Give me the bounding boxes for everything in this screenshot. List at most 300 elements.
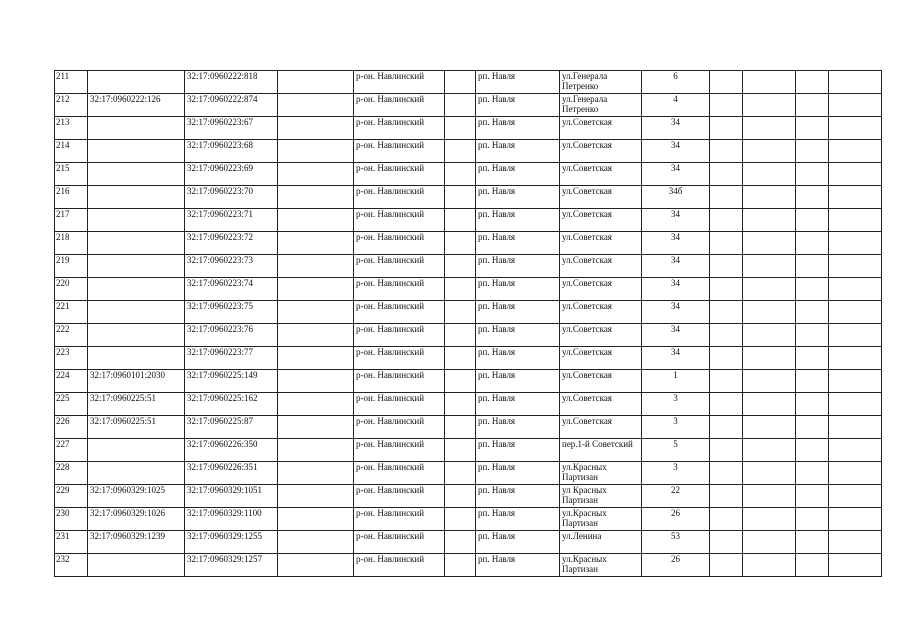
empty-cell [796,531,829,554]
empty-cell [710,301,743,324]
empty-cell [796,554,829,577]
table-row [55,301,882,324]
district-cell: р-он. Навлинский [354,508,445,531]
house-number-cell: 34 [642,324,710,347]
street-cell: ул.Красных Партизан [560,508,642,531]
parent-cadastral-number-cell [88,255,185,278]
district-cell: р-он. Навлинский [354,117,445,140]
cadastral-number-cell: 32:17:0960329:1257 [185,554,278,577]
empty-cell [445,232,476,255]
settlement-cell: рп. Навля [476,209,560,232]
empty-cell [796,232,829,255]
district-cell: р-он. Навлинский [354,71,445,94]
street-cell: ул.Советская [560,370,642,393]
cadastral-number-cell: 32:17:0960223:67 [185,117,278,140]
row-number-cell: 224 [55,370,88,393]
settlement-cell: рп. Навля [476,278,560,301]
table-row [55,462,882,485]
empty-cell [710,278,743,301]
parent-cadastral-number-cell [88,163,185,186]
street-cell: ул.Красных Партизан [560,554,642,577]
empty-cell [743,324,796,347]
cadastral-number-cell: 32:17:0960329:1100 [185,508,278,531]
house-number-cell: 22 [642,485,710,508]
empty-cell [829,531,882,554]
empty-cell [278,117,354,140]
street-cell: ул.Советская [560,186,642,209]
table-row [55,531,882,554]
empty-cell [743,370,796,393]
empty-cell [743,485,796,508]
empty-cell [278,232,354,255]
empty-cell [796,439,829,462]
empty-cell [710,554,743,577]
table-row [55,347,882,370]
empty-cell [743,94,796,117]
house-number-cell: 3 [642,416,710,439]
empty-cell [278,94,354,117]
parent-cadastral-number-cell: 32:17:0960225:51 [88,416,185,439]
empty-cell [445,439,476,462]
settlement-cell: рп. Навля [476,439,560,462]
district-cell: р-он. Навлинский [354,554,445,577]
empty-cell [829,278,882,301]
cadastral-number-cell: 32:17:0960223:76 [185,324,278,347]
settlement-cell: рп. Навля [476,324,560,347]
row-number-cell: 215 [55,163,88,186]
street-cell: ул.Советская [560,347,642,370]
empty-cell [829,554,882,577]
row-number-cell: 212 [55,94,88,117]
table-row [55,439,882,462]
parent-cadastral-number-cell [88,462,185,485]
house-number-cell: 6 [642,71,710,94]
table-row [55,71,882,94]
empty-cell [743,117,796,140]
empty-cell [710,508,743,531]
street-cell: ул Красных Партизан [560,485,642,508]
empty-cell [743,439,796,462]
empty-cell [829,140,882,163]
empty-cell [278,163,354,186]
cadastral-number-cell: 32:17:0960226:350 [185,439,278,462]
row-number-cell: 217 [55,209,88,232]
empty-cell [278,140,354,163]
district-cell: р-он. Навлинский [354,531,445,554]
street-cell: пер.1-й Советский [560,439,642,462]
settlement-cell: рп. Навля [476,347,560,370]
cadastral-number-cell: 32:17:0960223:71 [185,209,278,232]
empty-cell [445,255,476,278]
empty-cell [743,255,796,278]
table-row [55,393,882,416]
empty-cell [796,324,829,347]
empty-cell [829,324,882,347]
house-number-cell: 34 [642,255,710,278]
empty-cell [829,462,882,485]
cadastral-number-cell: 32:17:0960225:149 [185,370,278,393]
empty-cell [278,71,354,94]
empty-cell [278,485,354,508]
empty-cell [445,186,476,209]
empty-cell [743,416,796,439]
empty-cell [710,209,743,232]
settlement-cell: рп. Навля [476,232,560,255]
house-number-cell: 34 [642,278,710,301]
street-cell: ул.Советская [560,255,642,278]
row-number-cell: 218 [55,232,88,255]
empty-cell [796,117,829,140]
house-number-cell: 34 [642,209,710,232]
empty-cell [829,393,882,416]
cadastral-number-cell: 32:17:0960223:70 [185,186,278,209]
table-row [55,416,882,439]
table-row [55,140,882,163]
parent-cadastral-number-cell [88,347,185,370]
street-cell: ул.Советская [560,117,642,140]
table-row [55,278,882,301]
house-number-cell: 26 [642,508,710,531]
empty-cell [829,416,882,439]
empty-cell [710,186,743,209]
street-cell: ул.Советская [560,416,642,439]
empty-cell [796,393,829,416]
empty-cell [710,232,743,255]
parent-cadastral-number-cell [88,554,185,577]
parent-cadastral-number-cell: 32:17:0960329:1239 [88,531,185,554]
row-number-cell: 231 [55,531,88,554]
district-cell: р-он. Навлинский [354,416,445,439]
empty-cell [743,531,796,554]
street-cell: ул.Советская [560,393,642,416]
row-number-cell: 214 [55,140,88,163]
empty-cell [278,393,354,416]
settlement-cell: рп. Навля [476,393,560,416]
empty-cell [278,347,354,370]
empty-cell [796,347,829,370]
street-cell: ул.Советская [560,163,642,186]
empty-cell [710,531,743,554]
table-row [55,186,882,209]
street-cell: ул.Советская [560,301,642,324]
empty-cell [710,462,743,485]
empty-cell [829,117,882,140]
row-number-cell: 229 [55,485,88,508]
district-cell: р-он. Навлинский [354,278,445,301]
parent-cadastral-number-cell [88,278,185,301]
house-number-cell: 34 [642,301,710,324]
row-number-cell: 228 [55,462,88,485]
empty-cell [445,370,476,393]
empty-cell [796,485,829,508]
house-number-cell: 34 [642,117,710,140]
empty-cell [445,554,476,577]
empty-cell [445,416,476,439]
cadastral-number-cell: 32:17:0960329:1255 [185,531,278,554]
table-row [55,485,882,508]
cadastral-number-cell: 32:17:0960223:77 [185,347,278,370]
district-cell: р-он. Навлинский [354,186,445,209]
empty-cell [829,255,882,278]
street-cell: ул.Советская [560,278,642,301]
empty-cell [829,209,882,232]
settlement-cell: рп. Навля [476,301,560,324]
settlement-cell: рп. Навля [476,485,560,508]
empty-cell [743,393,796,416]
row-number-cell: 213 [55,117,88,140]
empty-cell [445,462,476,485]
house-number-cell: 53 [642,531,710,554]
empty-cell [278,209,354,232]
district-cell: р-он. Навлинский [354,301,445,324]
empty-cell [445,301,476,324]
settlement-cell: рп. Навля [476,508,560,531]
empty-cell [743,278,796,301]
row-number-cell: 232 [55,554,88,577]
row-number-cell: 211 [55,71,88,94]
empty-cell [710,71,743,94]
parent-cadastral-number-cell: 32:17:0960329:1025 [88,485,185,508]
empty-cell [796,209,829,232]
cadastral-number-cell: 32:17:0960223:68 [185,140,278,163]
settlement-cell: рп. Навля [476,71,560,94]
cadastral-number-cell: 32:17:0960223:69 [185,163,278,186]
house-number-cell: 3 [642,393,710,416]
district-cell: р-он. Навлинский [354,163,445,186]
empty-cell [445,531,476,554]
empty-cell [710,163,743,186]
empty-cell [445,209,476,232]
settlement-cell: рп. Навля [476,370,560,393]
parent-cadastral-number-cell: 32:17:0960222:126 [88,94,185,117]
empty-cell [710,393,743,416]
district-cell: р-он. Навлинский [354,439,445,462]
empty-cell [829,232,882,255]
empty-cell [829,94,882,117]
empty-cell [445,485,476,508]
empty-cell [710,485,743,508]
table-body [55,71,882,577]
district-cell: р-он. Навлинский [354,232,445,255]
district-cell: р-он. Навлинский [354,347,445,370]
row-number-cell: 216 [55,186,88,209]
empty-cell [796,255,829,278]
empty-cell [278,531,354,554]
empty-cell [796,163,829,186]
empty-cell [743,462,796,485]
district-cell: р-он. Навлинский [354,393,445,416]
parent-cadastral-number-cell: 32:17:0960101:2030 [88,370,185,393]
row-number-cell: 220 [55,278,88,301]
empty-cell [710,324,743,347]
parent-cadastral-number-cell [88,117,185,140]
empty-cell [278,324,354,347]
empty-cell [829,71,882,94]
empty-cell [829,508,882,531]
empty-cell [743,140,796,163]
empty-cell [829,370,882,393]
empty-cell [743,71,796,94]
empty-cell [796,278,829,301]
house-number-cell: 26 [642,554,710,577]
row-number-cell: 226 [55,416,88,439]
settlement-cell: рп. Навля [476,462,560,485]
table-row [55,209,882,232]
table-row [55,232,882,255]
empty-cell [829,439,882,462]
empty-cell [710,255,743,278]
cadastral-number-cell: 32:17:0960222:818 [185,71,278,94]
district-cell: р-он. Навлинский [354,485,445,508]
parent-cadastral-number-cell: 32:17:0960329:1026 [88,508,185,531]
cadastral-table [54,70,882,577]
house-number-cell: 34 [642,232,710,255]
empty-cell [278,508,354,531]
row-number-cell: 225 [55,393,88,416]
empty-cell [743,301,796,324]
empty-cell [278,554,354,577]
row-number-cell: 219 [55,255,88,278]
empty-cell [743,554,796,577]
empty-cell [278,301,354,324]
parent-cadastral-number-cell [88,209,185,232]
cadastral-number-cell: 32:17:0960226:351 [185,462,278,485]
empty-cell [445,117,476,140]
parent-cadastral-number-cell [88,324,185,347]
house-number-cell: 34 [642,347,710,370]
empty-cell [278,278,354,301]
street-cell: ул.Генерала Петренко [560,94,642,117]
cadastral-number-cell: 32:17:0960222:874 [185,94,278,117]
empty-cell [796,94,829,117]
settlement-cell: рп. Навля [476,140,560,163]
house-number-cell: 1 [642,370,710,393]
cadastral-number-cell: 32:17:0960223:75 [185,301,278,324]
settlement-cell: рп. Навля [476,255,560,278]
house-number-cell: 5 [642,439,710,462]
street-cell: ул.Ленина [560,531,642,554]
empty-cell [796,508,829,531]
cadastral-number-cell: 32:17:0960223:72 [185,232,278,255]
empty-cell [743,347,796,370]
empty-cell [278,462,354,485]
table-row [55,324,882,347]
table-row [55,508,882,531]
district-cell: р-он. Навлинский [354,462,445,485]
house-number-cell: 34 [642,163,710,186]
empty-cell [278,439,354,462]
empty-cell [796,301,829,324]
empty-cell [796,140,829,163]
street-cell: ул.Советская [560,140,642,163]
district-cell: р-он. Навлинский [354,94,445,117]
empty-cell [829,347,882,370]
empty-cell [796,186,829,209]
empty-cell [445,163,476,186]
street-cell: ул.Красных Партизан [560,462,642,485]
street-cell: ул.Советская [560,324,642,347]
cadastral-number-cell: 32:17:0960225:162 [185,393,278,416]
empty-cell [796,370,829,393]
empty-cell [445,71,476,94]
empty-cell [278,186,354,209]
empty-cell [743,186,796,209]
empty-cell [710,94,743,117]
table-row [55,370,882,393]
empty-cell [445,347,476,370]
table-row [55,163,882,186]
table-row [55,554,882,577]
empty-cell [710,117,743,140]
settlement-cell: рп. Навля [476,416,560,439]
table-row [55,255,882,278]
parent-cadastral-number-cell [88,439,185,462]
empty-cell [796,416,829,439]
empty-cell [445,324,476,347]
settlement-cell: рп. Навля [476,531,560,554]
empty-cell [445,508,476,531]
empty-cell [743,508,796,531]
district-cell: р-он. Навлинский [354,370,445,393]
house-number-cell: 3 [642,462,710,485]
parent-cadastral-number-cell: 32:17:0960225:51 [88,393,185,416]
empty-cell [710,347,743,370]
empty-cell [796,71,829,94]
row-number-cell: 230 [55,508,88,531]
empty-cell [710,416,743,439]
house-number-cell: 34 [642,140,710,163]
settlement-cell: рп. Навля [476,186,560,209]
empty-cell [743,163,796,186]
parent-cadastral-number-cell [88,232,185,255]
district-cell: р-он. Навлинский [354,324,445,347]
empty-cell [829,301,882,324]
street-cell: ул.Советская [560,209,642,232]
empty-cell [710,439,743,462]
empty-cell [445,94,476,117]
empty-cell [743,232,796,255]
table-row [55,117,882,140]
cadastral-number-cell: 32:17:0960223:74 [185,278,278,301]
district-cell: р-он. Навлинский [354,255,445,278]
empty-cell [743,209,796,232]
row-number-cell: 223 [55,347,88,370]
district-cell: р-он. Навлинский [354,209,445,232]
house-number-cell: 4 [642,94,710,117]
cadastral-number-cell: 32:17:0960223:73 [185,255,278,278]
parent-cadastral-number-cell [88,186,185,209]
cadastral-number-cell: 32:17:0960225:87 [185,416,278,439]
empty-cell [829,163,882,186]
settlement-cell: рп. Навля [476,117,560,140]
district-cell: р-он. Навлинский [354,140,445,163]
street-cell: ул.Советская [560,232,642,255]
empty-cell [278,255,354,278]
row-number-cell: 227 [55,439,88,462]
empty-cell [710,370,743,393]
empty-cell [278,370,354,393]
settlement-cell: рп. Навля [476,94,560,117]
row-number-cell: 221 [55,301,88,324]
empty-cell [829,186,882,209]
settlement-cell: рп. Навля [476,163,560,186]
empty-cell [829,485,882,508]
parent-cadastral-number-cell [88,301,185,324]
empty-cell [278,416,354,439]
house-number-cell: 34б [642,186,710,209]
empty-cell [445,393,476,416]
empty-cell [796,462,829,485]
